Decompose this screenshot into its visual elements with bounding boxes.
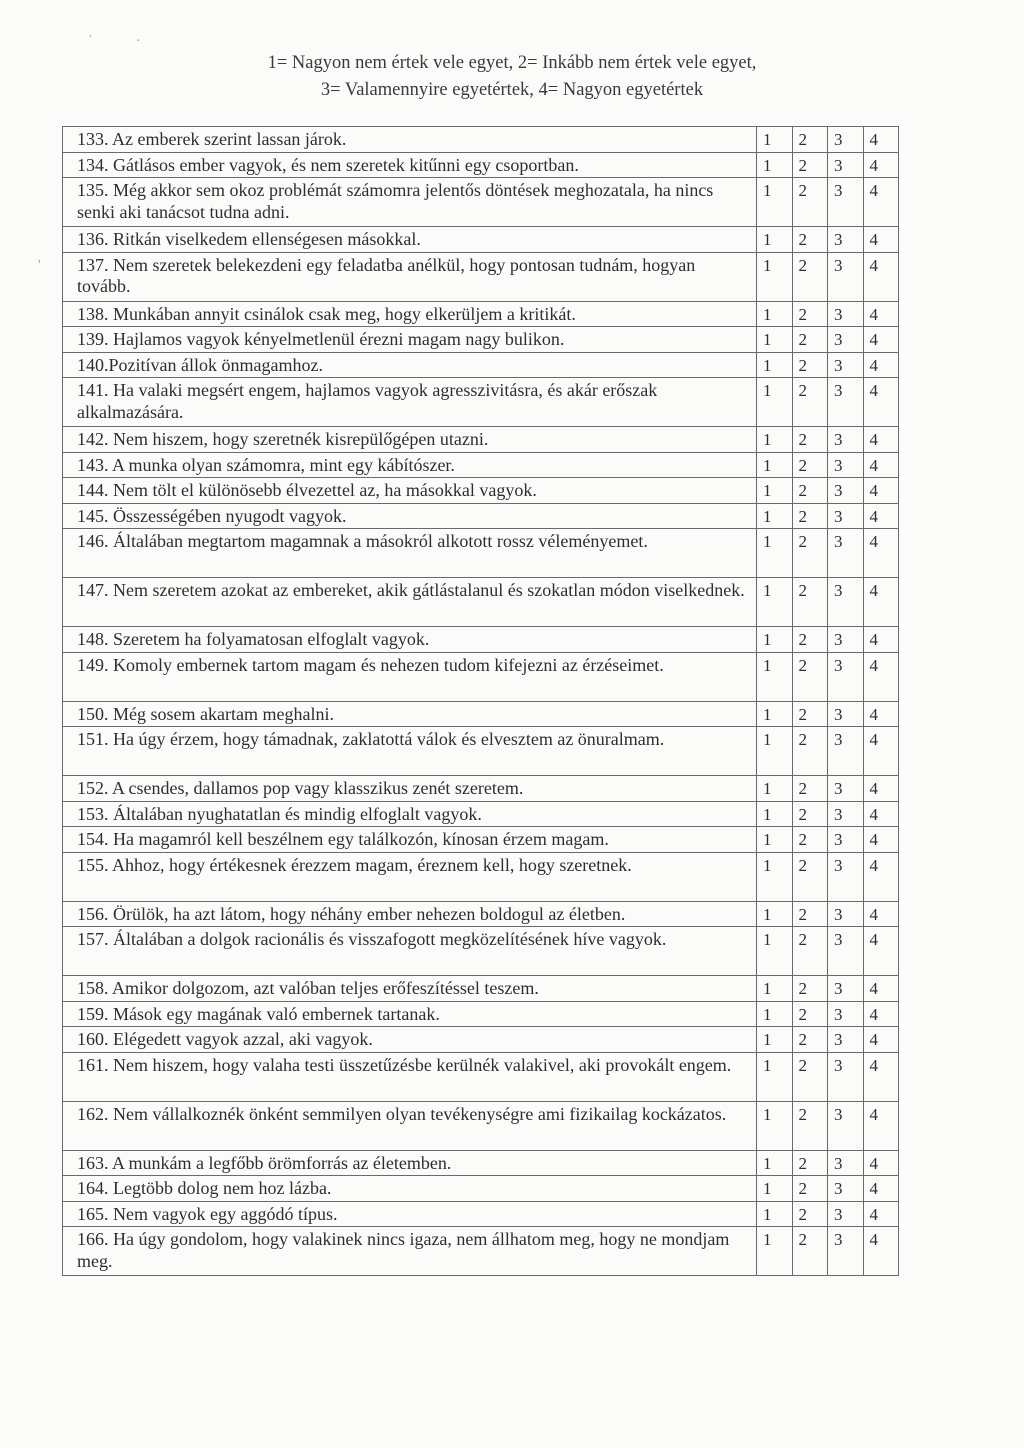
answer-option-2[interactable]: 2	[792, 1150, 828, 1176]
question-text: 149. Komoly embernek tartom magam és nehezen tudom kifejezni az érzéseimet.	[63, 652, 757, 701]
answer-option-2[interactable]: 2	[792, 827, 828, 853]
answer-option-3[interactable]: 3	[828, 1052, 864, 1101]
question-text: 147. Nem szeretem azokat az embereket, akik gátlástalanul és szokatlan módon viselkednek.	[63, 578, 757, 627]
question-text: 161. Nem hiszem, hogy valaha testi üsszetűzésbe kerülnék valakivel, aki provokált engem.	[63, 1052, 757, 1101]
answer-option-4[interactable]: 4	[863, 152, 899, 178]
answer-option-2[interactable]: 2	[792, 1201, 828, 1227]
answer-option-4[interactable]: 4	[863, 1176, 899, 1202]
answer-option-1[interactable]: 1	[757, 976, 793, 1002]
scale-legend-line-1: 1= Nagyon nem értek vele egyet, 2= Inkább nem értek vele egyet,	[267, 53, 757, 73]
answer-option-1[interactable]: 1	[757, 578, 793, 627]
question-row	[63, 352, 899, 378]
answer-option-1[interactable]: 1	[757, 776, 793, 802]
answer-option-2[interactable]: 2	[792, 627, 828, 653]
answer-option-2[interactable]: 2	[792, 976, 828, 1002]
answer-option-1[interactable]: 1	[757, 927, 793, 976]
question-text: 165. Nem vagyok egy aggódó típus.	[63, 1201, 757, 1227]
question-row	[63, 427, 899, 453]
answer-option-1[interactable]: 1	[757, 852, 793, 901]
answer-option-4[interactable]: 4	[863, 352, 899, 378]
answer-option-1[interactable]: 1	[757, 352, 793, 378]
answer-option-4[interactable]: 4	[863, 852, 899, 901]
answer-option-3[interactable]: 3	[828, 1101, 864, 1150]
questionnaire-rows	[63, 127, 899, 1276]
question-row	[63, 1101, 899, 1150]
question-row	[63, 127, 899, 153]
question-row	[63, 478, 899, 504]
answer-option-2[interactable]: 2	[792, 227, 828, 253]
question-row	[63, 327, 899, 353]
question-row	[63, 927, 899, 976]
answer-option-2[interactable]: 2	[792, 578, 828, 627]
answer-option-1[interactable]: 1	[757, 227, 793, 253]
answer-option-3[interactable]: 3	[828, 227, 864, 253]
question-row	[63, 301, 899, 327]
answer-option-4[interactable]: 4	[863, 529, 899, 578]
question-text: 152. A csendes, dallamos pop vagy klasszikus zenét szeretem.	[63, 776, 757, 802]
question-text: 138. Munkában annyit csinálok csak meg, hogy elkerüljem a kritikát.	[63, 301, 757, 327]
answer-option-1[interactable]: 1	[757, 327, 793, 353]
answer-option-3[interactable]: 3	[828, 1227, 864, 1276]
answer-option-4[interactable]: 4	[863, 976, 899, 1002]
question-text: 154. Ha magamról kell beszélnem egy találkozón, kínosan érzem magam.	[63, 827, 757, 853]
question-row	[63, 727, 899, 776]
answer-option-4[interactable]: 4	[863, 1227, 899, 1276]
answer-option-4[interactable]: 4	[863, 227, 899, 253]
answer-option-1[interactable]: 1	[757, 1052, 793, 1101]
answer-option-3[interactable]: 3	[828, 927, 864, 976]
answer-option-3[interactable]: 3	[828, 627, 864, 653]
answer-option-2[interactable]: 2	[792, 252, 828, 301]
answer-option-2[interactable]: 2	[792, 901, 828, 927]
answer-option-2[interactable]: 2	[792, 427, 828, 453]
answer-option-3[interactable]: 3	[828, 852, 864, 901]
answer-option-4[interactable]: 4	[863, 827, 899, 853]
answer-option-4[interactable]: 4	[863, 901, 899, 927]
answer-option-3[interactable]: 3	[828, 152, 864, 178]
question-row	[63, 152, 899, 178]
answer-option-4[interactable]: 4	[863, 727, 899, 776]
answer-option-4[interactable]: 4	[863, 701, 899, 727]
question-text: 133. Az emberek szerint lassan járok.	[63, 127, 757, 153]
answer-option-1[interactable]: 1	[757, 1201, 793, 1227]
answer-option-4[interactable]: 4	[863, 1027, 899, 1053]
answer-option-2[interactable]: 2	[792, 529, 828, 578]
answer-option-3[interactable]: 3	[828, 776, 864, 802]
question-text: 150. Még sosem akartam meghalni.	[63, 701, 757, 727]
answer-option-1[interactable]: 1	[757, 1150, 793, 1176]
answer-option-2[interactable]: 2	[792, 1176, 828, 1202]
answer-option-3[interactable]: 3	[828, 827, 864, 853]
answer-option-3[interactable]: 3	[828, 1176, 864, 1202]
answer-option-4[interactable]: 4	[863, 178, 899, 227]
question-text: 148. Szeretem ha folyamatosan elfoglalt vagyok.	[63, 627, 757, 653]
question-row	[63, 1150, 899, 1176]
answer-option-1[interactable]: 1	[757, 1101, 793, 1150]
answer-option-3[interactable]: 3	[828, 301, 864, 327]
answer-option-2[interactable]: 2	[792, 478, 828, 504]
question-text: 134. Gátlásos ember vagyok, és nem szeretek kitűnni egy csoportban.	[63, 152, 757, 178]
scale-legend-line-2: 3= Valamennyire egyetértek, 4= Nagyon egyetértek	[320, 80, 704, 100]
answer-option-1[interactable]: 1	[757, 627, 793, 653]
scan-speck: '	[38, 258, 41, 273]
answer-option-2[interactable]: 2	[792, 652, 828, 701]
answer-option-1[interactable]: 1	[757, 378, 793, 427]
answer-option-3[interactable]: 3	[828, 976, 864, 1002]
answer-option-2[interactable]: 2	[792, 1052, 828, 1101]
question-text: 156. Örülök, ha azt látom, hogy néhány ember nehezen boldogul az életben.	[63, 901, 757, 927]
question-row	[63, 452, 899, 478]
answer-option-3[interactable]: 3	[828, 578, 864, 627]
answer-option-4[interactable]: 4	[863, 627, 899, 653]
answer-option-2[interactable]: 2	[792, 352, 828, 378]
answer-option-2[interactable]: 2	[792, 1001, 828, 1027]
answer-option-1[interactable]: 1	[757, 652, 793, 701]
answer-option-3[interactable]: 3	[828, 452, 864, 478]
question-row	[63, 652, 899, 701]
question-row	[63, 1001, 899, 1027]
answer-option-3[interactable]: 3	[828, 478, 864, 504]
scan-speck: ·	[136, 34, 141, 49]
question-row	[63, 976, 899, 1002]
question-row	[63, 1176, 899, 1202]
question-row	[63, 1027, 899, 1053]
answer-option-4[interactable]: 4	[863, 776, 899, 802]
answer-option-4[interactable]: 4	[863, 1052, 899, 1101]
answer-option-4[interactable]: 4	[863, 301, 899, 327]
answer-option-3[interactable]: 3	[828, 178, 864, 227]
answer-option-3[interactable]: 3	[828, 1201, 864, 1227]
answer-option-1[interactable]: 1	[757, 1176, 793, 1202]
answer-option-3[interactable]: 3	[828, 529, 864, 578]
answer-option-4[interactable]: 4	[863, 801, 899, 827]
question-text: 153. Általában nyughatatlan és mindig elfoglalt vagyok.	[63, 801, 757, 827]
answer-option-1[interactable]: 1	[757, 452, 793, 478]
question-text: 159. Mások egy magának való embernek tartanak.	[63, 1001, 757, 1027]
answer-option-4[interactable]: 4	[863, 1150, 899, 1176]
answer-option-3[interactable]: 3	[828, 801, 864, 827]
answer-option-1[interactable]: 1	[757, 178, 793, 227]
question-text: 162. Nem vállalkoznék önként semmilyen olyan tevékenységre ami fizikailag kockázatos.	[63, 1101, 757, 1150]
answer-option-1[interactable]: 1	[757, 901, 793, 927]
answer-option-3[interactable]: 3	[828, 427, 864, 453]
answer-option-2[interactable]: 2	[792, 178, 828, 227]
question-text: 151. Ha úgy érzem, hogy támadnak, zaklatottá válok és elvesztem az önuralmam.	[63, 727, 757, 776]
answer-option-1[interactable]: 1	[757, 727, 793, 776]
question-text: 157. Általában a dolgok racionális és visszafogott megközelítésének híve vagyok.	[63, 927, 757, 976]
answer-option-1[interactable]: 1	[757, 252, 793, 301]
answer-option-3[interactable]: 3	[828, 1027, 864, 1053]
question-text: 142. Nem hiszem, hogy szeretnék kisrepülőgépen utazni.	[63, 427, 757, 453]
question-text: 146. Általában megtartom magamnak a másokról alkotott rossz véleményemet.	[63, 529, 757, 578]
question-row	[63, 503, 899, 529]
answer-option-3[interactable]: 3	[828, 127, 864, 153]
answer-option-1[interactable]: 1	[757, 1001, 793, 1027]
answer-option-3[interactable]: 3	[828, 327, 864, 353]
question-row	[63, 1052, 899, 1101]
answer-option-2[interactable]: 2	[792, 503, 828, 529]
answer-option-2[interactable]: 2	[792, 1101, 828, 1150]
answer-option-3[interactable]: 3	[828, 901, 864, 927]
scale-legend	[0, 50, 1024, 104]
question-text: 163. A munkám a legfőbb örömforrás az életemben.	[63, 1150, 757, 1176]
question-text: 143. A munka olyan számomra, mint egy kábítószer.	[63, 452, 757, 478]
answer-option-2[interactable]: 2	[792, 1027, 828, 1053]
answer-option-4[interactable]: 4	[863, 378, 899, 427]
answer-option-4[interactable]: 4	[863, 503, 899, 529]
question-row	[63, 1201, 899, 1227]
answer-option-1[interactable]: 1	[757, 701, 793, 727]
answer-option-4[interactable]: 4	[863, 652, 899, 701]
answer-option-2[interactable]: 2	[792, 727, 828, 776]
question-row	[63, 178, 899, 227]
answer-option-1[interactable]: 1	[757, 127, 793, 153]
question-text: 144. Nem tölt el különösebb élvezettel az, ha másokkal vagyok.	[63, 478, 757, 504]
question-text: 158. Amikor dolgozom, azt valóban teljes erőfeszítéssel teszem.	[63, 976, 757, 1002]
answer-option-4[interactable]: 4	[863, 927, 899, 976]
question-row	[63, 227, 899, 253]
question-row	[63, 578, 899, 627]
question-text: 140.Pozitívan állok önmagamhoz.	[63, 352, 757, 378]
answer-option-4[interactable]: 4	[863, 578, 899, 627]
question-row	[63, 627, 899, 653]
question-row	[63, 827, 899, 853]
answer-option-2[interactable]: 2	[792, 801, 828, 827]
answer-option-1[interactable]: 1	[757, 152, 793, 178]
question-text: 166. Ha úgy gondolom, hogy valakinek nincs igaza, nem állhatom meg, hogy ne mondjam meg.	[63, 1227, 757, 1276]
question-row	[63, 378, 899, 427]
question-text: 164. Legtöbb dolog nem hoz lázba.	[63, 1176, 757, 1202]
answer-option-4[interactable]: 4	[863, 252, 899, 301]
question-text: 145. Összességében nyugodt vagyok.	[63, 503, 757, 529]
answer-option-4[interactable]: 4	[863, 327, 899, 353]
answer-option-3[interactable]: 3	[828, 352, 864, 378]
answer-option-2[interactable]: 2	[792, 127, 828, 153]
answer-option-4[interactable]: 4	[863, 127, 899, 153]
question-text: 139. Hajlamos vagyok kényelmetlenül érezni magam nagy bulikon.	[63, 327, 757, 353]
question-row	[63, 252, 899, 301]
questionnaire-table	[62, 126, 899, 1276]
question-row	[63, 776, 899, 802]
answer-option-4[interactable]: 4	[863, 1201, 899, 1227]
answer-option-3[interactable]: 3	[828, 701, 864, 727]
question-text: 135. Még akkor sem okoz problémát számomra jelentős döntések meghozatala, ha nincs senki aki tanácsot tudna adni.	[63, 178, 757, 227]
question-text: 155. Ahhoz, hogy értékesnek érezzem magam, éreznem kell, hogy szeretnek.	[63, 852, 757, 901]
answer-option-4[interactable]: 4	[863, 452, 899, 478]
answer-option-3[interactable]: 3	[828, 503, 864, 529]
question-text: 141. Ha valaki megsért engem, hajlamos vagyok agresszivitásra, és akár erőszak alkalmazására.	[63, 378, 757, 427]
answer-option-1[interactable]: 1	[757, 801, 793, 827]
answer-option-3[interactable]: 3	[828, 252, 864, 301]
answer-option-2[interactable]: 2	[792, 776, 828, 802]
answer-option-2[interactable]: 2	[792, 927, 828, 976]
answer-option-2[interactable]: 2	[792, 452, 828, 478]
answer-option-2[interactable]: 2	[792, 301, 828, 327]
answer-option-3[interactable]: 3	[828, 1150, 864, 1176]
answer-option-1[interactable]: 1	[757, 827, 793, 853]
answer-option-1[interactable]: 1	[757, 529, 793, 578]
answer-option-1[interactable]: 1	[757, 1227, 793, 1276]
answer-option-2[interactable]: 2	[792, 152, 828, 178]
answer-option-4[interactable]: 4	[863, 478, 899, 504]
answer-option-4[interactable]: 4	[863, 1101, 899, 1150]
answer-option-2[interactable]: 2	[792, 327, 828, 353]
answer-option-3[interactable]: 3	[828, 727, 864, 776]
answer-option-4[interactable]: 4	[863, 427, 899, 453]
answer-option-3[interactable]: 3	[828, 652, 864, 701]
answer-option-2[interactable]: 2	[792, 1227, 828, 1276]
answer-option-3[interactable]: 3	[828, 378, 864, 427]
question-row	[63, 701, 899, 727]
answer-option-1[interactable]: 1	[757, 301, 793, 327]
answer-option-2[interactable]: 2	[792, 852, 828, 901]
answer-option-1[interactable]: 1	[757, 478, 793, 504]
answer-option-3[interactable]: 3	[828, 1001, 864, 1027]
question-text: 160. Elégedett vagyok azzal, aki vagyok.	[63, 1027, 757, 1053]
question-row	[63, 852, 899, 901]
question-row	[63, 529, 899, 578]
question-text: 136. Ritkán viselkedem ellenségesen másokkal.	[63, 227, 757, 253]
answer-option-1[interactable]: 1	[757, 503, 793, 529]
question-row	[63, 1227, 899, 1276]
question-text: 137. Nem szeretek belekezdeni egy feladatba anélkül, hogy pontosan tudnám, hogyan tovább.	[63, 252, 757, 301]
answer-option-1[interactable]: 1	[757, 427, 793, 453]
answer-option-2[interactable]: 2	[792, 701, 828, 727]
scan-speck: ·	[88, 30, 93, 45]
question-row	[63, 901, 899, 927]
answer-option-2[interactable]: 2	[792, 378, 828, 427]
question-row	[63, 801, 899, 827]
answer-option-1[interactable]: 1	[757, 1027, 793, 1053]
answer-option-4[interactable]: 4	[863, 1001, 899, 1027]
